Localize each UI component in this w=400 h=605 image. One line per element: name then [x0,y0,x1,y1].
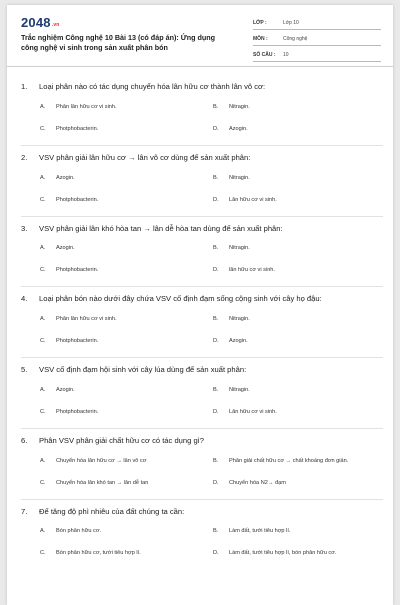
question-body: VSV cố định đạm hội sinh với cây lúa dùng để sản xuất phân: [39,365,247,375]
site-logo[interactable] [21,15,60,30]
meta-grade [253,17,381,30]
answer-option[interactable] [213,119,383,141]
meta-label: MÔN : [253,36,268,42]
option-key: D. [213,196,219,203]
document-meta [253,17,381,65]
question-item [21,287,383,358]
question-number: 5. [21,365,28,375]
answer-option[interactable] [40,331,213,353]
answer-options [21,97,383,141]
question-number: 4. [21,294,28,304]
option-key: C. [40,125,46,132]
answer-option[interactable] [213,451,383,473]
answer-option[interactable] [213,543,383,565]
option-text: Photphobacterin. [56,125,99,132]
question-text [21,287,383,309]
question-body: Để tăng độ phì nhiêu của đất chúng ta cần: [39,506,185,516]
answer-option[interactable] [213,190,383,212]
option-key: D. [213,408,219,415]
question-text [21,217,383,239]
option-text: Photphobacterin. [56,267,99,274]
document-page [7,5,393,605]
answer-options [21,380,383,424]
question-body: Phân VSV phân giải chất hữu cơ có tác dụng gì? [39,435,205,445]
question-body: Loại phân bón nào dưới đây chứa VSV cố định đạm sống cộng sinh với cây họ đậu: [39,294,322,304]
option-key: C. [40,267,46,274]
option-key: B. [213,316,219,323]
option-text: lân hữu cơ vi sinh. [229,267,275,274]
option-key: A. [40,528,46,535]
option-text: Photphobacterin. [56,196,99,203]
question-text [21,75,383,97]
option-key: A. [40,103,46,110]
answer-options [21,238,383,282]
question-item [21,146,383,217]
logo-main: 2048 [21,15,51,30]
answer-options [21,521,383,565]
answer-option[interactable] [213,168,383,190]
option-text: Azogin. [229,125,248,132]
option-key: A. [40,245,46,252]
question-item [21,217,383,288]
question-text [21,500,383,522]
option-key: B. [213,386,219,393]
option-key: B. [213,245,219,252]
option-text: Azogin. [56,245,75,252]
option-text: Lân hữu cơ vi sinh. [229,196,277,203]
question-body: Loại phân nào có tác dụng chuyển hóa lân hữu cơ thành lân vô cơ: [39,82,266,91]
option-text: Lân hữu cơ vi sinh. [229,408,277,415]
option-key: C. [40,479,46,486]
question-number: 1. [21,82,28,91]
option-text: Nitragin. [229,103,250,110]
option-key: A. [40,386,46,393]
option-text: Chuyển hóa N2→ đạm [229,479,286,486]
answer-options [21,309,383,353]
option-key: A. [40,174,46,181]
option-text: Nitragin. [229,245,250,252]
answer-option[interactable] [213,521,383,543]
option-text: Nitragin. [229,386,250,393]
option-key: D. [213,125,219,132]
option-key: B. [213,103,219,110]
answer-option[interactable] [40,97,213,119]
answer-option[interactable] [213,238,383,260]
option-text: Chuyển hóa lân khó tan → lân dễ tan [56,479,149,486]
meta-subject [253,33,381,46]
option-key: A. [40,457,46,464]
answer-option[interactable] [213,380,383,402]
answer-option[interactable] [213,402,383,424]
question-item [21,429,383,500]
answer-option[interactable] [213,309,383,331]
question-text [21,358,383,380]
question-number: 6. [21,435,28,445]
option-text: Làm đất, tưới tiêu hợp lí. [229,528,291,535]
option-text: Nitragin. [229,174,250,181]
option-text: Azogin. [56,174,75,181]
option-key: C. [40,338,46,345]
option-key: C. [40,196,46,203]
answer-option[interactable] [40,119,213,141]
option-text: Làm đất, tưới tiêu hợp lí, bón phân hữu cơ. [229,550,337,557]
meta-value: 10 [283,52,289,58]
answer-option[interactable] [40,260,213,282]
meta-question-count [253,49,381,62]
answer-option[interactable] [40,543,213,565]
answer-option[interactable] [40,402,213,424]
option-key: A. [40,316,46,323]
question-item [21,358,383,429]
answer-option[interactable] [40,473,213,495]
option-text: Chuyển hóa lân hữu cơ → lân vô cơ [56,457,147,464]
answer-option[interactable] [40,521,213,543]
option-key: D. [213,550,219,557]
answer-options [21,168,383,212]
answer-option[interactable] [40,451,213,473]
option-key: D. [213,267,219,274]
answer-option[interactable] [40,380,213,402]
answer-option[interactable] [40,309,213,331]
question-item [21,75,383,146]
option-key: D. [213,338,219,345]
answer-options [21,451,383,495]
question-number: 3. [21,223,28,233]
answer-option[interactable] [213,473,383,495]
question-body: VSV phân giải lân hữu cơ → lân vô cơ dùng để sản xuất phân: [39,152,251,162]
meta-value: Lớp 10 [283,20,299,26]
answer-option[interactable] [40,190,213,212]
question-number: 2. [21,152,28,162]
meta-label: SỐ CÂU : [253,52,276,58]
option-text: Phân giải chất hữu cơ → chất khoáng đơn giản. [229,457,349,464]
answer-option[interactable] [40,168,213,190]
meta-value: Công nghệ [283,36,308,42]
option-key: B. [213,457,219,464]
document-title: Trắc nghiệm Công nghệ 10 Bài 13 (có đáp án): Ứng dụng công nghệ vi sinh trong sản xuất phân bón [21,33,216,52]
option-text: Azogin. [56,386,75,393]
answer-option[interactable] [213,97,383,119]
document-header [7,5,393,67]
question-number: 7. [21,506,28,516]
answer-option[interactable] [213,260,383,282]
option-key: B. [213,174,219,181]
option-key: C. [40,408,46,415]
question-text [21,146,383,168]
option-text: Photphobacterin. [56,338,99,345]
logo-sub: .vn [51,22,60,28]
option-key: B. [213,528,219,535]
option-text: Nitragin. [229,316,250,323]
question-body: VSV phân giải lân khó hòa tan → lân dễ hòa tan dùng để sản xuất phân: [39,223,283,233]
option-text: Bón phân hữu cơ, tưới tiêu hợp lí. [56,550,141,557]
meta-label: LỚP : [253,20,267,26]
answer-option[interactable] [40,238,213,260]
option-key: C. [40,550,46,557]
option-text: Azogin. [229,338,248,345]
option-text: Bón phân hữu cơ. [56,528,102,535]
question-list [21,75,383,565]
answer-option[interactable] [213,331,383,353]
question-item [21,500,383,566]
question-text [21,429,383,451]
option-key: D. [213,479,219,486]
option-text: Photphobacterin. [56,408,99,415]
option-text: Phân lân hữu cơ vi sinh. [56,103,117,110]
option-text: Phân lân hữu cơ vi sinh. [56,316,117,323]
